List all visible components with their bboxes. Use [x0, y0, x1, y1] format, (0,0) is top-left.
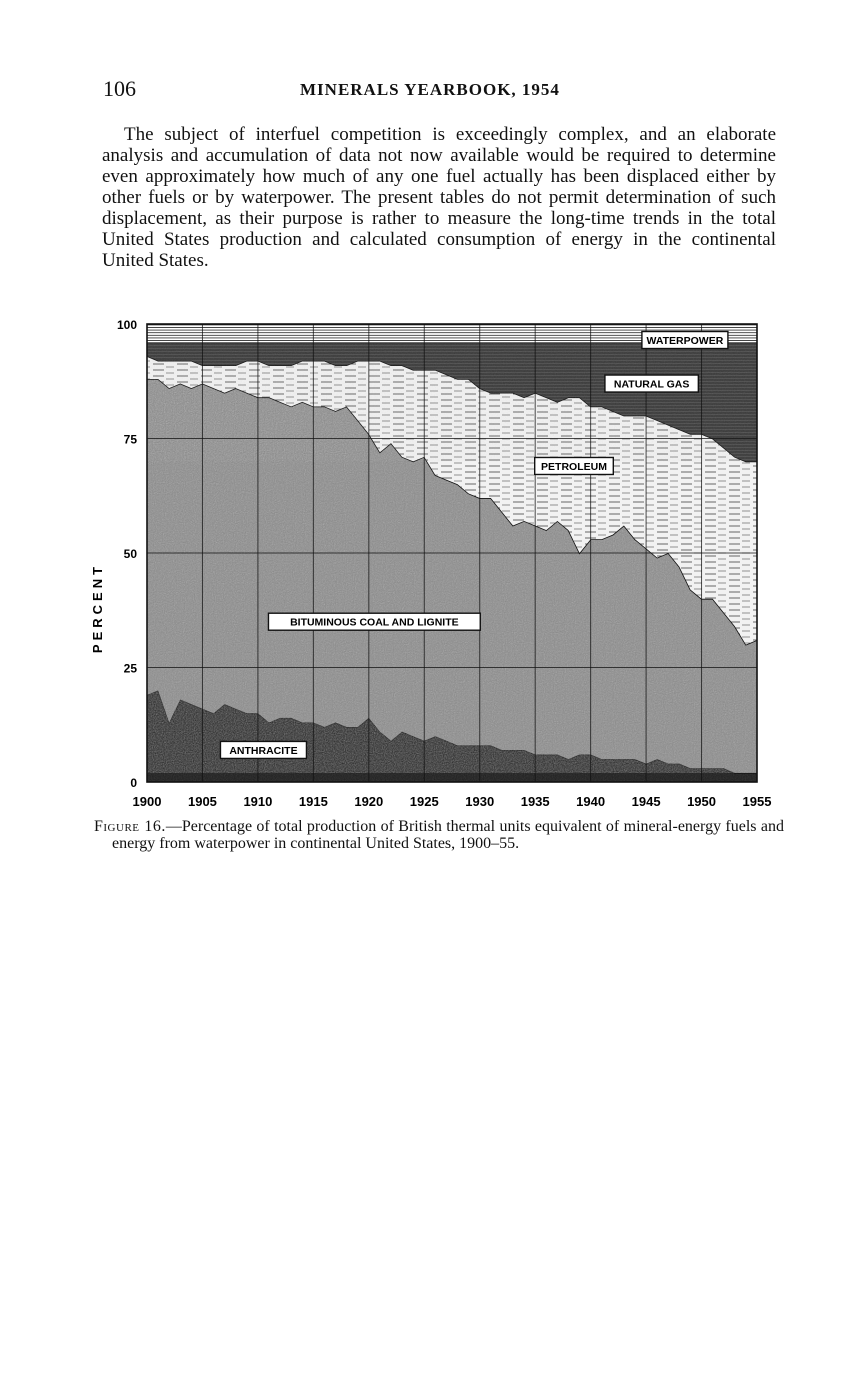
x-tick-label: 1945	[631, 794, 661, 809]
x-tick-label: 1940	[576, 794, 606, 809]
y-tick-label: 50	[123, 547, 137, 561]
series-label: NATURAL GAS	[613, 378, 690, 391]
series-label: BITUMINOUS COAL AND LIGNITE	[290, 616, 459, 629]
x-tick-label: 1925	[409, 794, 439, 809]
x-tick-label: 1910	[243, 794, 273, 809]
x-tick-label: 1905	[187, 794, 217, 809]
y-tick-label: 75	[123, 432, 137, 447]
running-title: MINERALS YEARBOOK, 1954	[300, 80, 560, 99]
figure-label: Figure 16.	[94, 818, 166, 835]
x-tick-label: 1950	[687, 794, 717, 809]
y-tick-label: 0	[130, 776, 137, 790]
series-label: PETROLEUM	[541, 460, 607, 473]
x-tick-label: 1900	[132, 794, 162, 809]
x-tick-label: 1955	[742, 794, 772, 809]
figure-caption-text: —Percentage of total production of British thermal units equivalent of mineral-energy fuels and energy from waterpower in continental United States, 1900–55.	[112, 818, 784, 852]
x-tick-label: 1930	[465, 794, 495, 809]
y-tick-label: 25	[123, 661, 137, 676]
series-label: ANTHRACITE	[229, 744, 298, 757]
figure-caption	[94, 818, 784, 852]
page-header	[0, 74, 854, 104]
y-tick-label: 100	[116, 318, 137, 332]
fuel-share-chart	[80, 308, 780, 813]
y-axis-label: PERCENT	[90, 562, 105, 654]
body-paragraph: The subject of interfuel competition is exceedingly complex, and an elaborate analysis and accumulation of data not now available would be required to determine even approximately how much of any one fuel actually has been displaced either by other fuels or by waterpower. The present tables do not permit determination of such displacement, as their purpose is rather to measure the long-time trends in the total United States production and calculated consumption of energy in the continental United States.	[102, 124, 776, 271]
series-label: WATERPOWER	[646, 335, 724, 348]
x-tick-label: 1920	[354, 794, 384, 809]
x-tick-label: 1935	[520, 794, 550, 809]
page-number: 106	[103, 76, 136, 101]
x-tick-label: 1915	[298, 794, 328, 809]
